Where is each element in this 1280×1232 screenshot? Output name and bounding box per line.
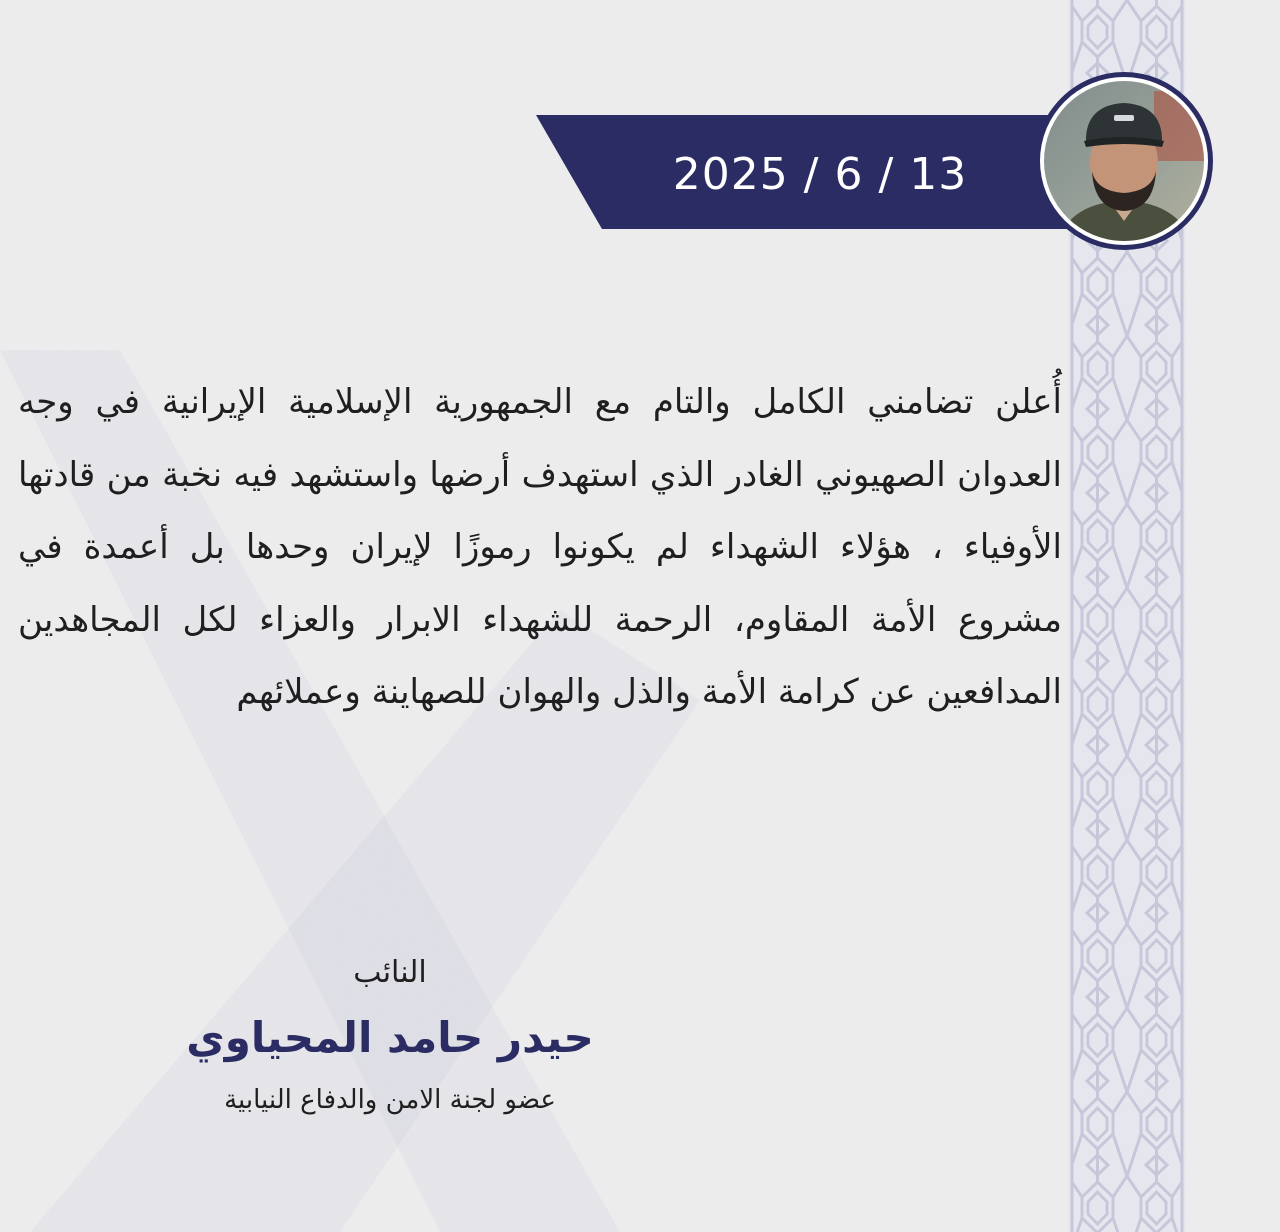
date-label: 2025 / 6 / 13 xyxy=(672,149,968,200)
signature-role: عضو لجنة الامن والدفاع النيابية xyxy=(224,1085,556,1115)
signature-name: حيدر حامد المحياوي xyxy=(186,1013,594,1062)
avatar xyxy=(1034,71,1214,251)
statement-text: أُعلن تضامني الكامل والتام مع الجمهورية الإسلامية الإيرانية في وجه العدوان الصهيوني الغادر الذي استهدف أرضها واستشهد فيه نخبة من قادتها الأوفياء ، هؤلاء الشهداء لم يكونوا رموزًا لإيران وحدها بل أعمدة في مشروع الأمة المقاوم، الرحمة للشهداء الابرار والعزاء لكل المجاهدين المدافعين عن كرامة الأمة والذل والهوان للصهاينة وعملائهم xyxy=(18,382,1062,712)
signature-block xyxy=(150,945,630,1125)
signature-title: النائب xyxy=(353,955,427,990)
